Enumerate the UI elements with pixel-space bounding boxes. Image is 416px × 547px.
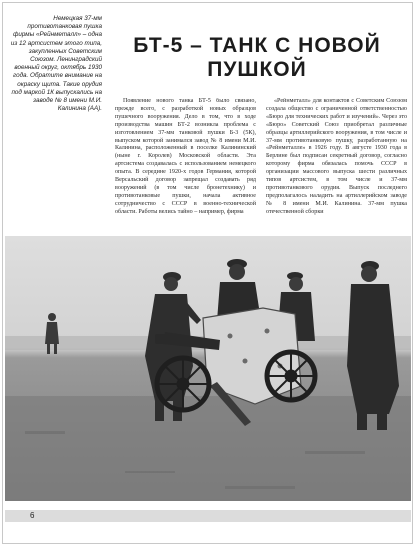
paragraph: «Рейнметалл» для контактов с Советским Союзом создала общество с ограниченной ответственностью «Бюро для технических работ и изучений». Через это «Бюро» Советский Союз приобретал различные образцы артиллерийского вооружения, в том числе и 37-мм противотанковую пушку, разработанную на «Рейнметалле» в 1926 году. В августе 1930 года в Берлине был подписан секретный договор, согласно которому фирма обязалась помочь СССР в организации массового выпуска шести различных типов артсистем, в том числе и 37-мм противотанкового орудия. Выпуск последнего предполагалось наладить на артиллерийском заводе № 8 имени М.И. Калинина. 37-мм пушка отечественной сборки — [266, 98, 407, 215]
footer-bar — [5, 510, 411, 522]
gun-wheel-left — [157, 358, 209, 410]
page-number: 6 — [30, 511, 35, 520]
article-title: БТ-5 – ТАНК С НОВОЙ ПУШКОЙ — [133, 34, 381, 81]
gun-wheel-right — [267, 352, 315, 400]
paragraph: Появление нового танка БТ-5 было связано, прежде всего, с разработкой новых образцов пушечного вооружения. Дело в том, что в ходе производства машин БТ-2 возникла проблема с изготовлением 37-мм танковой пушки Б-3 (5К), выпуском которой занимался завод № 8 имени М.И. Калинина, расположенный в поселке Калининский (ныне г. Королев) Московской области. Эта артсистема создавалась с использованием немецкого опыта. В середине 1920-х годов Германия, которой Версальский договор запрещал создавать ряд вооружений (в том числе бронетехнику) и противотанковые пушки, начала активное сотрудничество с СССР в военно-технической области. Работы велись тайно – например, фирма — [115, 98, 256, 215]
photo-caption: Немецкая 37-мм противотанковая пушка фирмы «Рейнметалл» – одна из 12 артсистем этого типа, закупленных Советским Союзом. Ленинградский военный округ, октябрь 1930 года. Обратите внимание на окраску щита. Такие орудия под маркой 1К выпускались на заводе № 8 имени М.И. Калинина (АА). — [10, 15, 102, 113]
historical-photo — [5, 236, 411, 501]
photo-illustration — [5, 236, 411, 501]
article-body — [115, 98, 407, 236]
text-column-2 — [266, 98, 407, 236]
text-column-1 — [115, 98, 256, 236]
